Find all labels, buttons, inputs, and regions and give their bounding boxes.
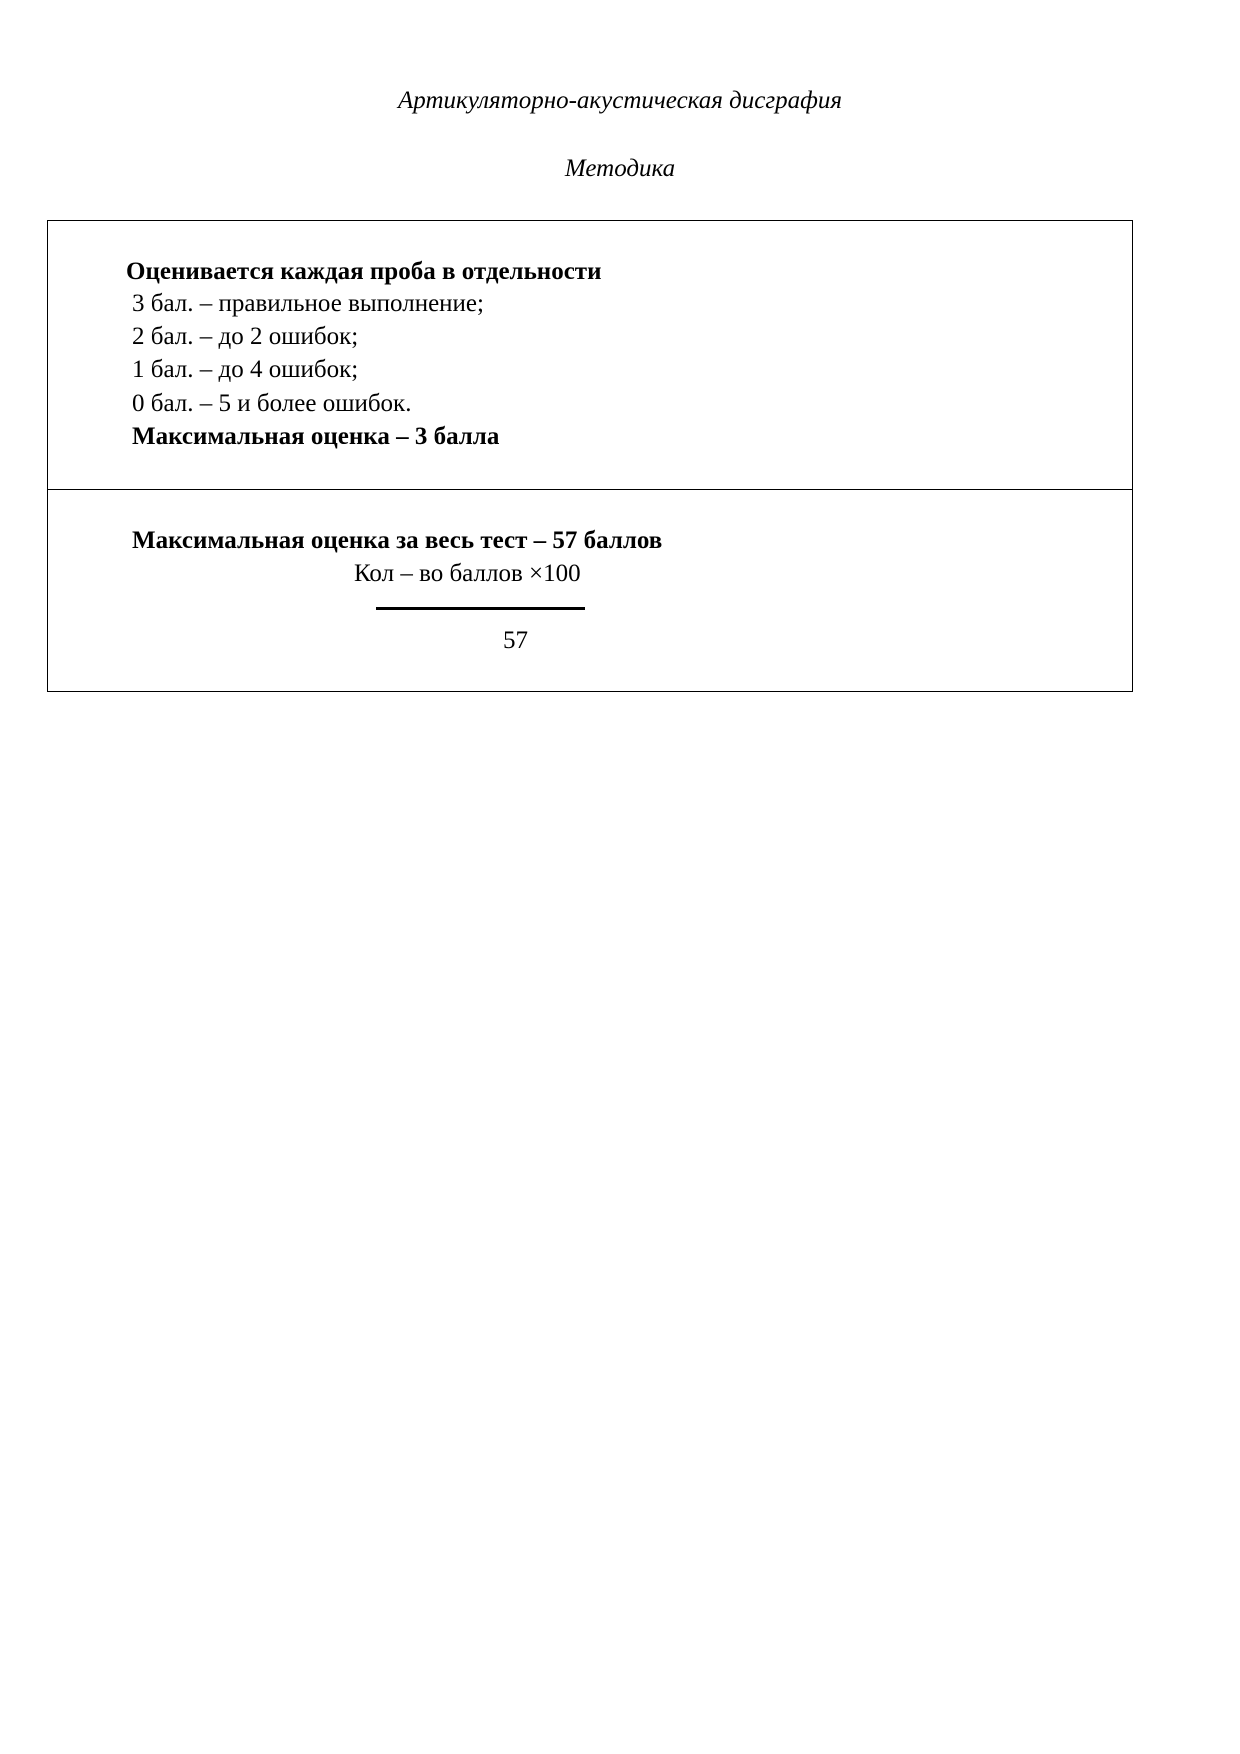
formula-numerator: Кол – во баллов ×100 bbox=[354, 560, 581, 587]
document-subtitle: Методика bbox=[564, 155, 676, 182]
score-line-2: 2 бал. – до 2 ошибок; bbox=[132, 323, 359, 350]
score-line-0: 0 бал. – 5 и более ошибок. bbox=[132, 390, 412, 417]
scoring-table bbox=[47, 220, 1133, 692]
score-line-1: 1 бал. – до 4 ошибок; bbox=[132, 356, 359, 383]
document-title: Артикуляторно-акустическая дисграфия bbox=[398, 87, 842, 114]
score-line-3: 3 бал. – правильное выполнение; bbox=[132, 290, 484, 317]
formula-denominator: 57 bbox=[503, 627, 528, 654]
max-score-total: Максимальная оценка за весь тест – 57 баллов bbox=[132, 527, 663, 554]
max-score-per-probe: Максимальная оценка – 3 балла bbox=[132, 423, 500, 450]
scoring-heading: Оценивается каждая проба в отдельности bbox=[126, 258, 602, 285]
formula-fraction-bar bbox=[376, 607, 585, 610]
row-divider bbox=[48, 489, 1132, 490]
